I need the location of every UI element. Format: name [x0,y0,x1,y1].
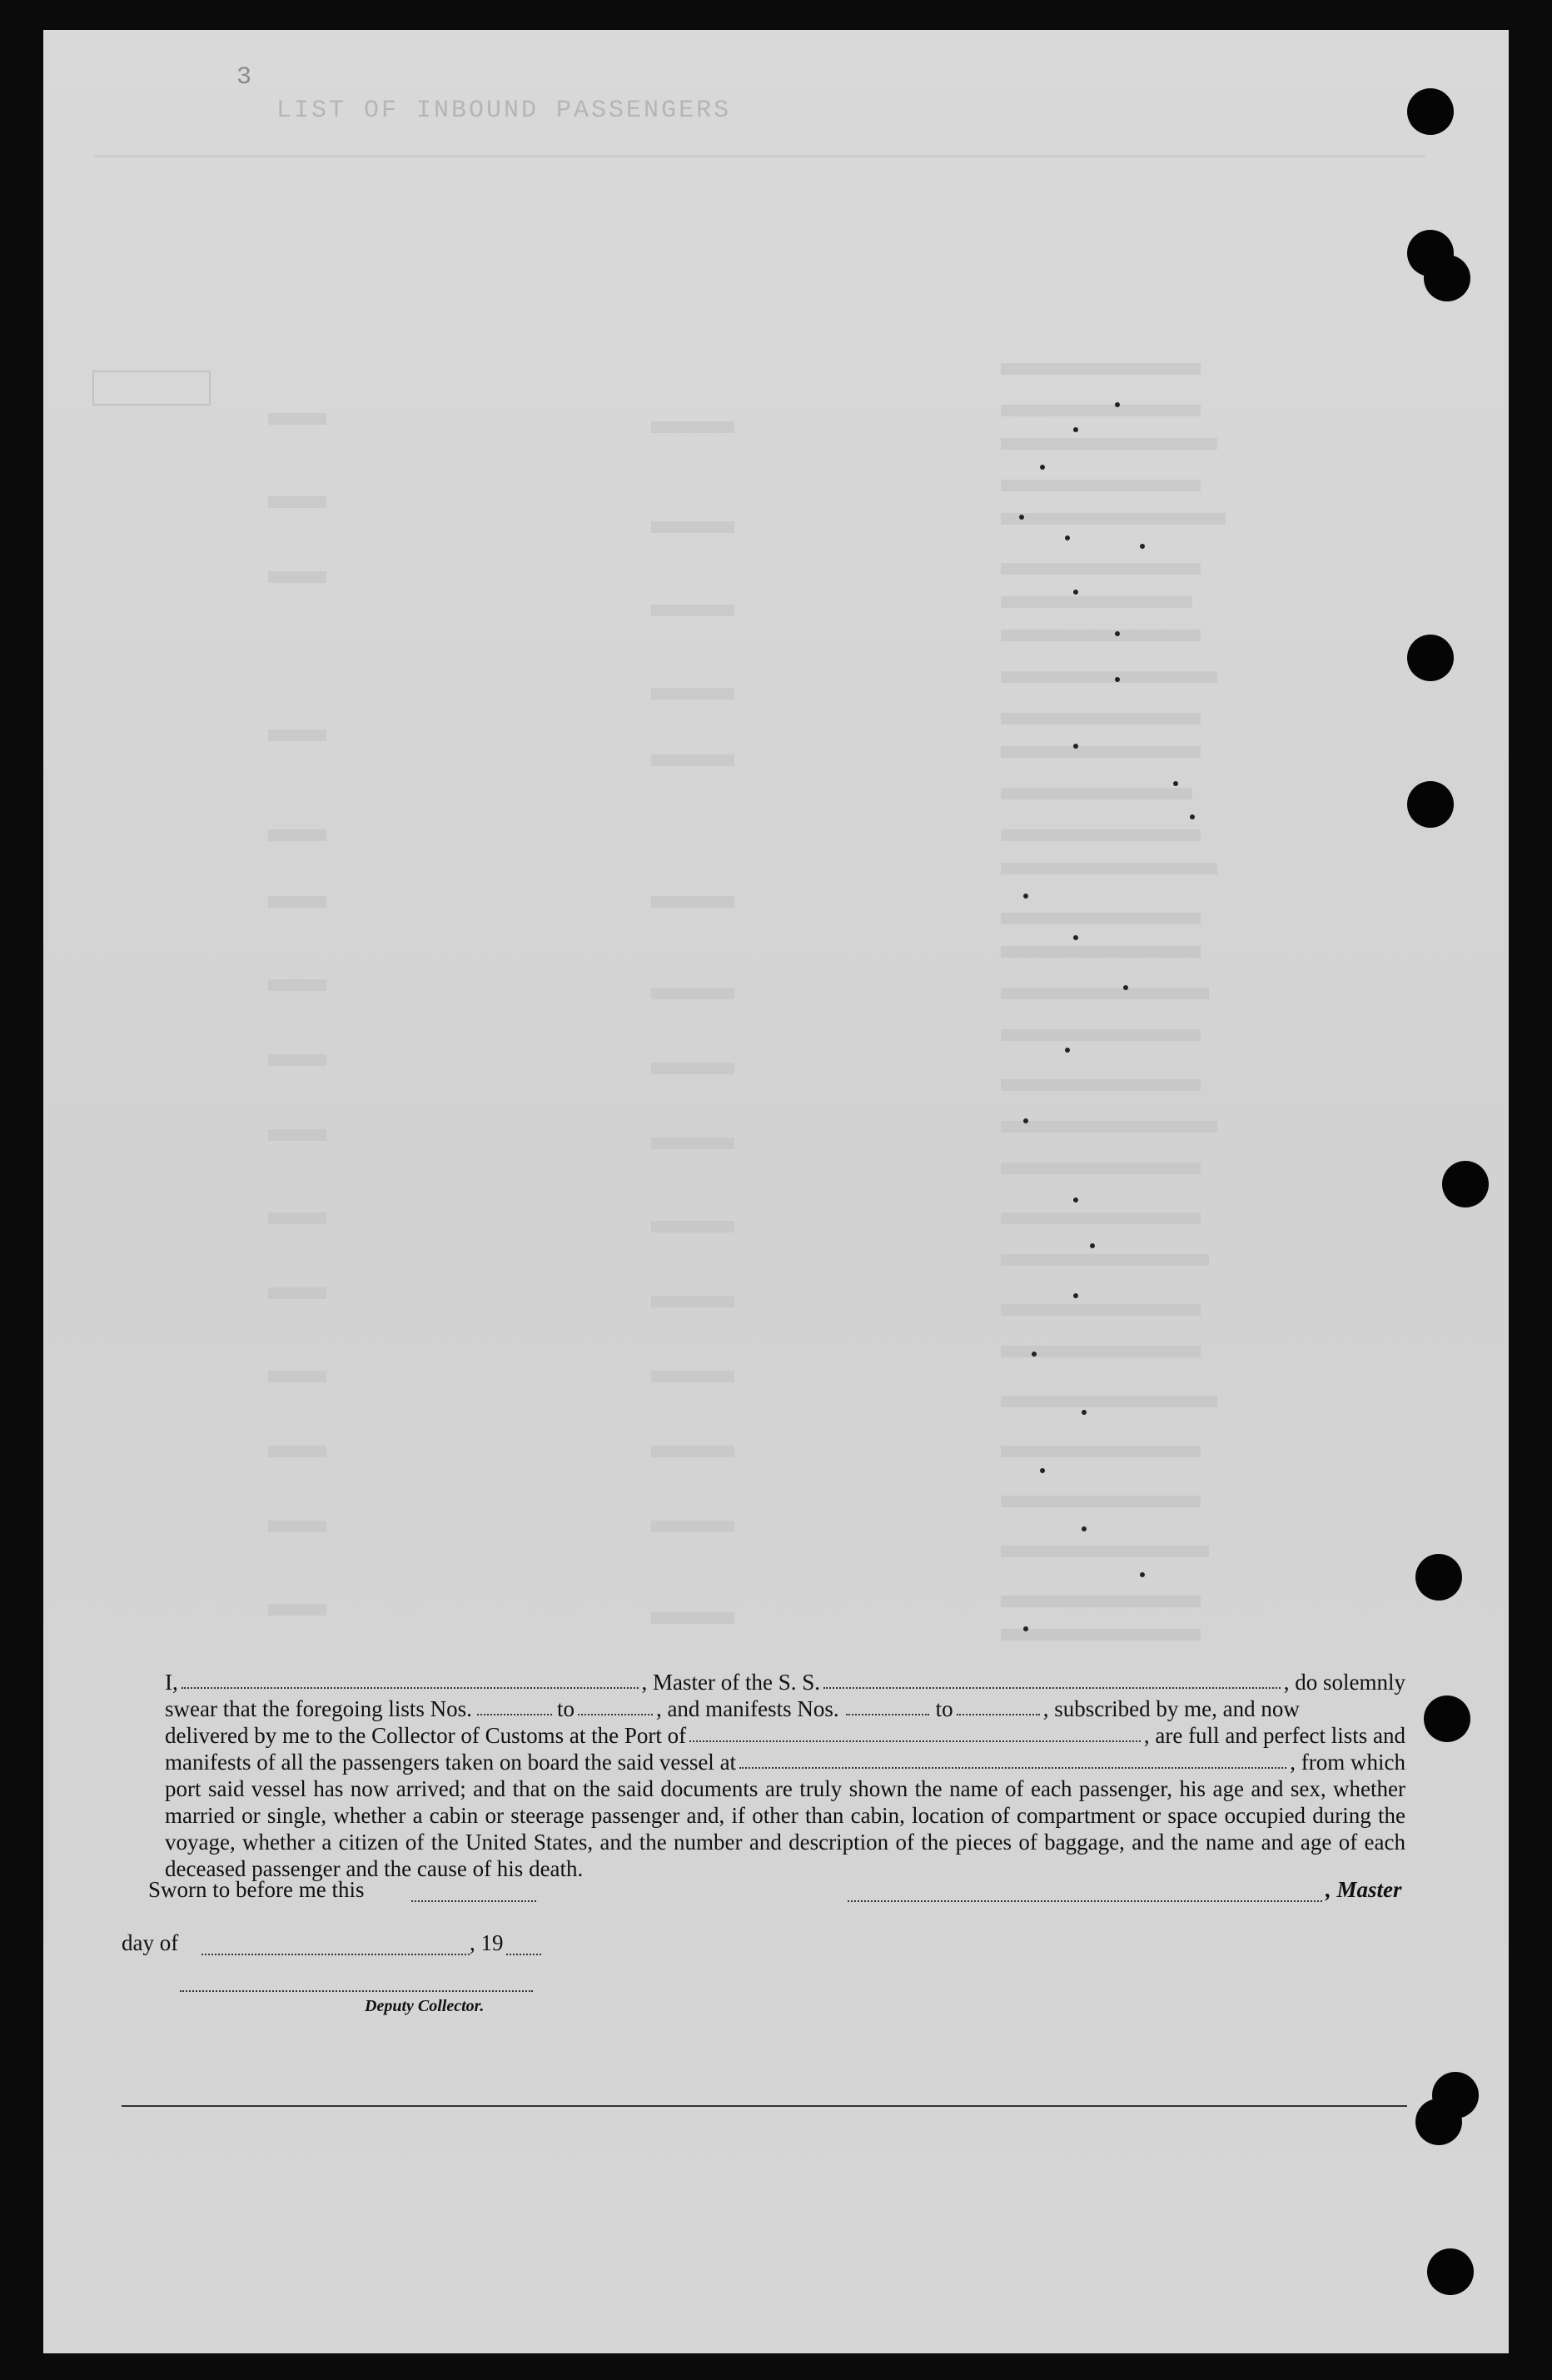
bottom-rule [122,2105,1407,2107]
lists-from-field[interactable] [477,1695,552,1715]
oath-i: I, [165,1670,178,1695]
oath-to-2: to [935,1696,953,1721]
punch-hole [1424,1695,1470,1742]
oath-to-1: to [556,1696,575,1721]
oath-swear-lists: swear that the foregoing lists Nos. [165,1696,472,1721]
master-signature-field[interactable] [848,1900,1322,1902]
faded-table-bleedthrough [43,30,1509,1662]
punch-hole [1442,1161,1489,1207]
manifests-from-field[interactable] [846,1695,929,1715]
deputy-signature-field[interactable] [180,1990,533,1992]
oath-master-of-ss: , Master of the S. S. [641,1670,820,1695]
master-name-field[interactable] [182,1669,639,1689]
embark-port-field[interactable] [739,1749,1286,1769]
deputy-collector-label: Deputy Collector. [365,1997,485,2015]
punch-hole [1407,781,1454,828]
punch-hole [1415,1554,1462,1601]
punch-hole [1407,635,1454,681]
oath-and-manifests: , and manifests Nos. [655,1696,839,1721]
oath-full-perfect: , are full and perfect lists and [1143,1723,1405,1748]
punch-hole [1415,2099,1462,2145]
day-of-label: day of [122,1930,179,1955]
manifest-sheet [43,30,1509,2353]
ship-name-field[interactable] [823,1669,1281,1689]
manifests-to-field[interactable] [957,1695,1040,1715]
oath-paragraph [165,1669,1405,1882]
day-of-field[interactable] [201,1954,470,1955]
punch-hole [1407,88,1454,135]
year-field[interactable] [506,1954,541,1955]
lists-to-field[interactable] [578,1695,653,1715]
punch-hole [1427,2248,1474,2295]
page-number: 3 [236,63,252,92]
port-field[interactable] [689,1722,1141,1742]
sworn-date-field[interactable] [411,1900,536,1902]
sworn-label: Sworn to before me this [148,1877,365,1902]
oath-delivered: delivered by me to the Collector of Customs at the Port of [165,1723,687,1748]
year-prefix: , 19 [470,1930,504,1955]
oath-from-which: , from which [1290,1750,1405,1775]
punch-hole [1424,255,1470,301]
master-label: , Master [1326,1877,1402,1902]
oath-do-solemnly: , do solemnly [1283,1670,1406,1695]
oath-taken-on-board: manifests of all the passengers taken on board the said vessel at [165,1750,737,1775]
faded-list-title: LIST OF INBOUND PASSENGERS [276,97,732,125]
oath-body-text: port said vessel has now arrived; and that on the said documents are truly shown the name of each passenger, his age and sex, whether married or single, whether a cabin or steerage passenger and, if other than cabin, location of compartment or space occupied during the voyage, whether a citizen of the United States, and the number and description of the pieces of baggage, and the name and age of each deceased passenger and the cause of his death. [165,1776,1405,1881]
oath-subscribed: , subscribed by me, and now [1042,1696,1300,1721]
